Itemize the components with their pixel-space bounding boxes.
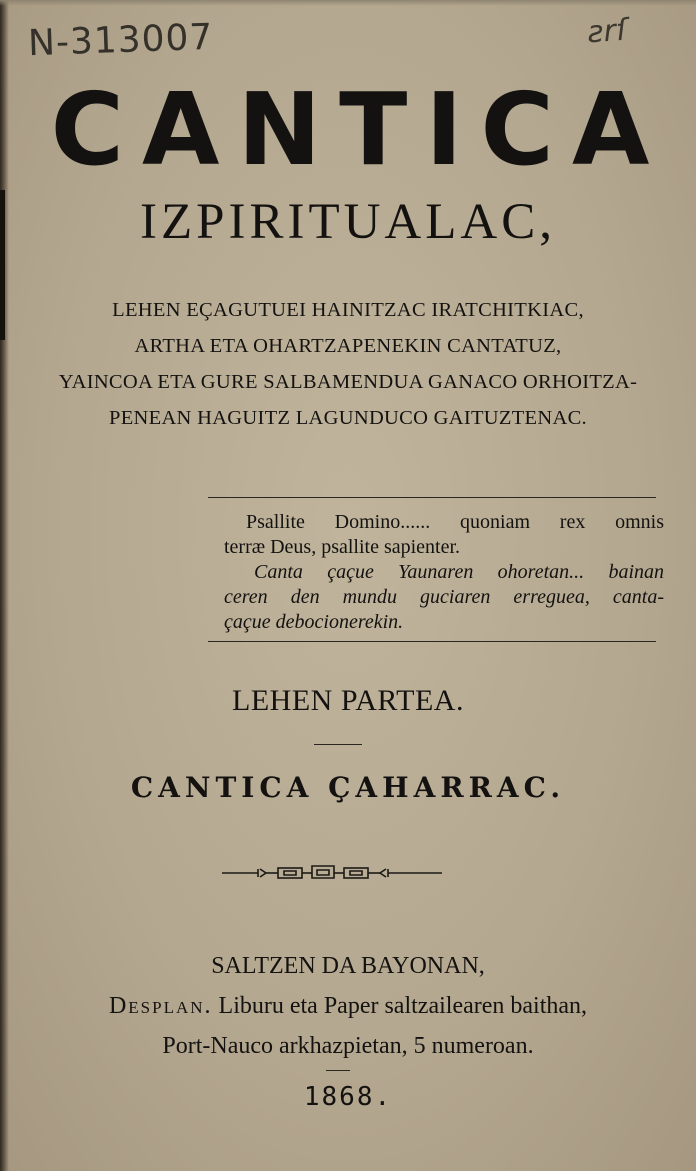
epigraph xyxy=(224,510,664,635)
description-line: ARTHA ETA OHARTZAPENEKIN CANTATUZ, xyxy=(134,335,562,357)
ornamental-divider xyxy=(222,860,442,886)
publisher-line: Port-Nauco arkhazpietan, 5 numeroan. xyxy=(162,1033,534,1059)
description-line: YAINCOA ETA GURE SALBAMENDUA GANACO ORHOITZA- xyxy=(58,371,638,393)
short-divider xyxy=(314,744,362,745)
title-description xyxy=(0,292,696,436)
epigraph-bottom-rule xyxy=(208,641,656,642)
description-line: PENEAN HAGUITZ LAGUNDUCO GAITUZTENAC. xyxy=(109,407,587,429)
epigraph-latin-line: terræ Deus, psallite sapienter. xyxy=(224,536,461,558)
epigraph-latin-line: Psallite Domino...... quoniam rex omnis xyxy=(246,511,664,533)
publisher-line: SALTZEN DA BAYONAN, xyxy=(211,953,485,979)
epigraph-basque-line: çaçue debocionerekin. xyxy=(224,611,404,633)
epigraph-basque-line: ceren den mundu guciaren erreguea, canta- xyxy=(224,586,664,608)
epigraph-top-rule xyxy=(208,497,656,498)
part-title: LEHEN PARTEA. xyxy=(232,684,464,717)
publisher-block xyxy=(0,946,696,1066)
section-title: CANTICA ÇAHARRAC. xyxy=(130,771,566,804)
year-divider xyxy=(326,1070,350,1071)
publisher-line xyxy=(0,986,696,1026)
book-subtitle: IZPIRITUALAC, xyxy=(139,194,557,250)
publisher-address-text: Liburu eta Paper saltzailearen baithan, xyxy=(212,993,588,1019)
handwritten-shelfmark: N-313007 xyxy=(27,16,215,65)
page-top-shadow xyxy=(0,0,696,6)
publisher-name: Desplan. xyxy=(108,993,213,1019)
description-line: LEHEN EÇAGUTUEI HAINITZAC IRATCHITKIAC, xyxy=(112,299,584,321)
epigraph-basque-line: Canta çaçue Yaunaren ohoretan... bainan xyxy=(254,561,664,583)
handwritten-corner-note: ƨrſ xyxy=(586,12,628,51)
publication-year: 1868. xyxy=(303,1082,393,1112)
book-title: CANTICA xyxy=(50,71,668,188)
